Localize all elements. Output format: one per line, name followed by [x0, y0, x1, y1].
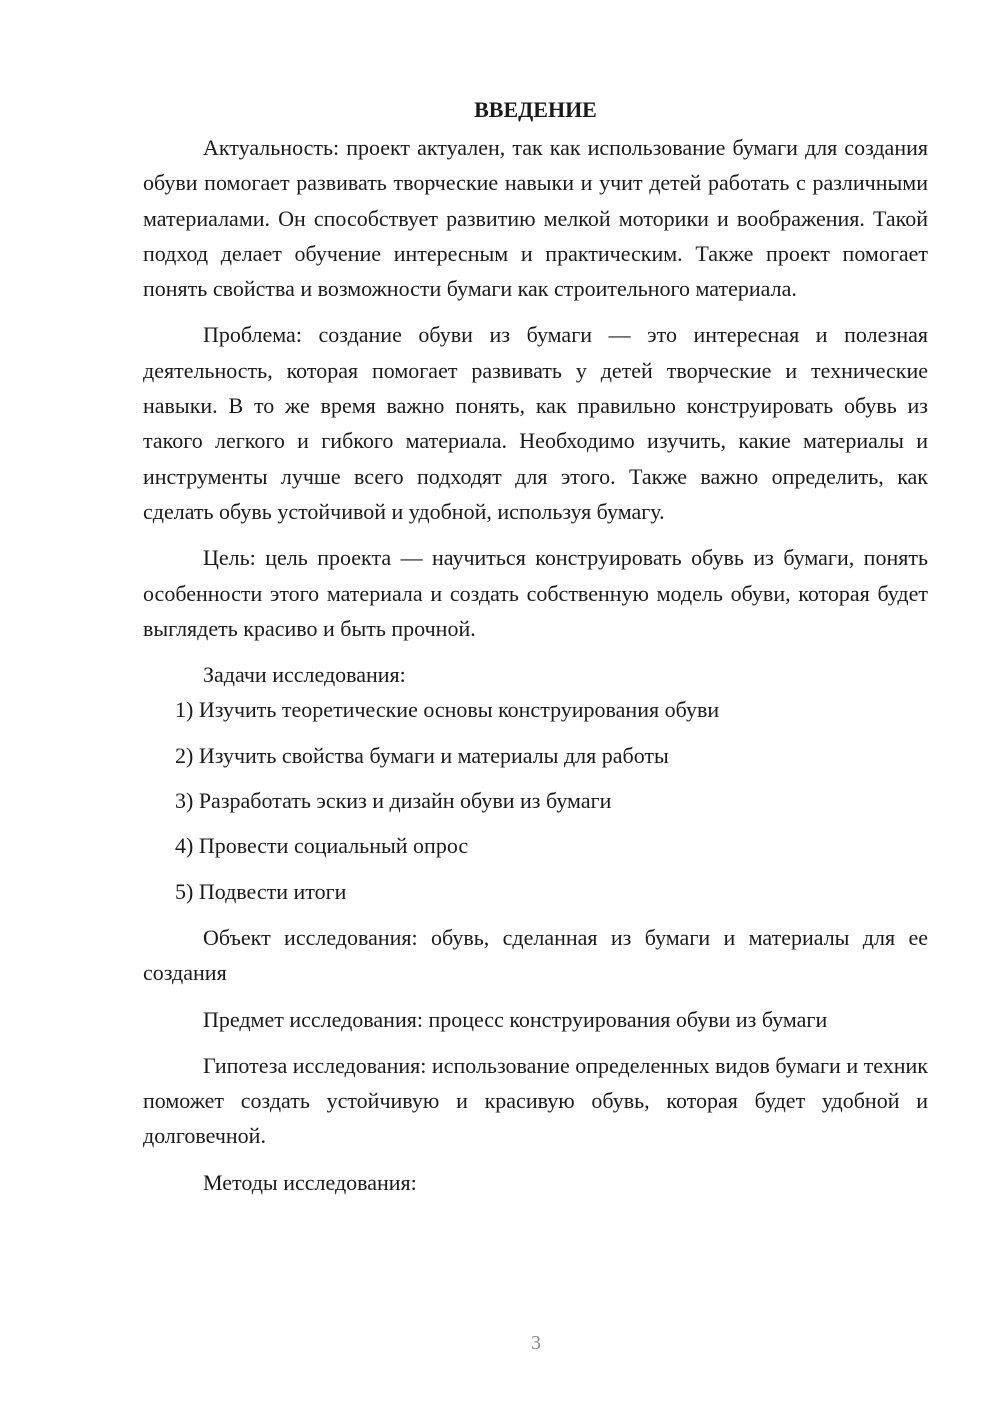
relevance-paragraph: Актуальность: проект актуален, так как использование бумаги для создания обуви помогает развивать творческие навыки и учит детей работать с различными материалами. Он способствует развитию мелкой моторики и воображения. Такой подход делает обучение интересным и практическим. Также проект помогает понять свойства и возможности бумаги как строительного материала. — [143, 135, 928, 302]
object-paragraph: Объект исследования: обувь, сделанная из бумаги и материалы для ее создания — [143, 924, 928, 986]
section-title: ВВЕДЕНИЕ — [474, 97, 597, 122]
problem-paragraph: Проблема: создание обуви из бумаги — это интересная и полезная деятельность, которая помогает развивать у детей творческие и технические навыки. В то же время важно понять, как правильно конструировать обувь из такого легкого и гибкого материала. Необходимо изучить, какие материалы и инструменты лучше всего подходят для этого. Также важно определить, как сделать обувь устойчивой и удобной, используя бумагу. — [143, 322, 928, 524]
page-number: 3 — [531, 1332, 541, 1354]
tasks-list — [143, 692, 928, 908]
subject-paragraph: Предмет исследования: процесс конструирования обуви из бумаги — [203, 1006, 828, 1032]
list-item: 4) Провести социальный опрос — [175, 833, 469, 859]
page-content — [143, 95, 928, 1200]
methods-heading: Методы исследования: — [203, 1169, 417, 1195]
list-item: 2) Изучить свойства бумаги и материалы для работы — [175, 742, 669, 768]
list-item: 5) Подвести итоги — [175, 878, 347, 904]
goal-paragraph: Цель: цель проекта — научиться конструировать обувь из бумаги, понять особенности этого материала и создать собственную модель обуви, которая будет выглядеть красиво и быть прочной. — [143, 545, 928, 641]
hypothesis-paragraph: Гипотеза исследования: использование определенных видов бумаги и техник поможет создать устойчивую и красивую обувь, которая будет удобной и долговечной. — [143, 1052, 928, 1149]
tasks-heading: Задачи исследования: — [203, 662, 406, 688]
list-item: 3) Разработать эскиз и дизайн обуви из бумаги — [175, 788, 612, 814]
list-item: 1) Изучить теоретические основы конструирования обуви — [175, 697, 720, 723]
